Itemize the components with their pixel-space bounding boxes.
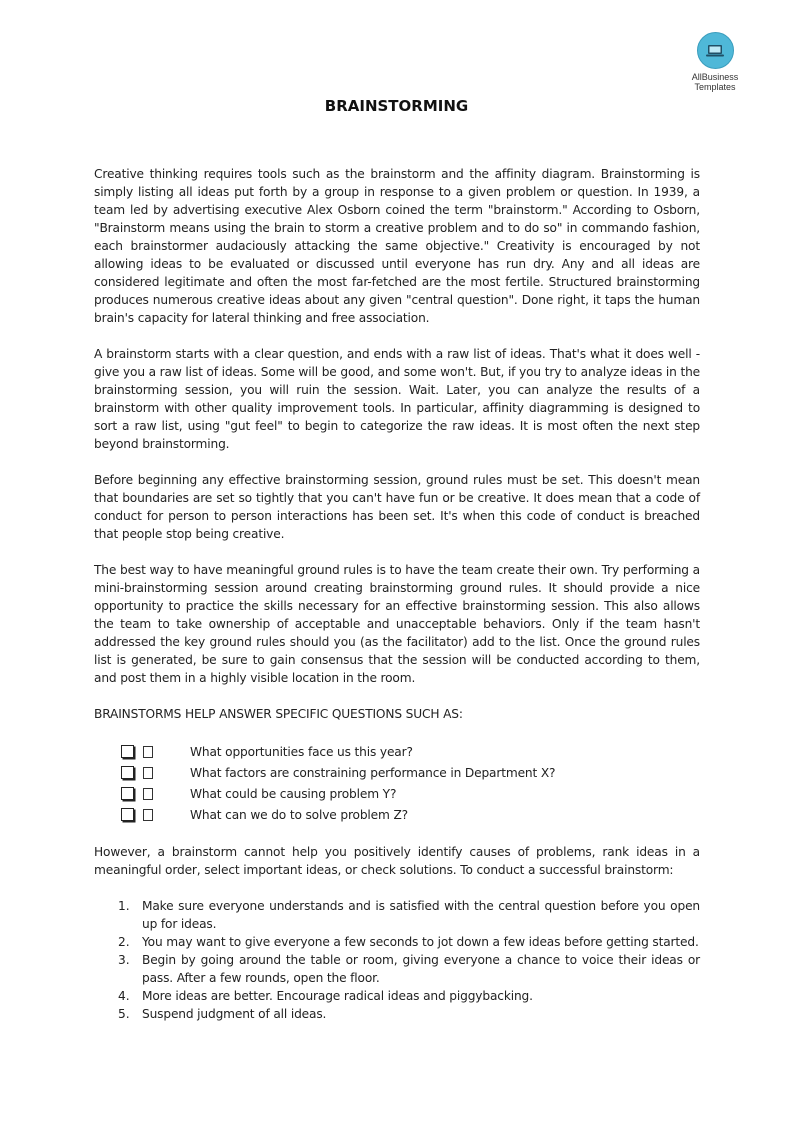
allbusiness-logo xyxy=(680,32,750,92)
question-text: What can we do to solve problem Z? xyxy=(190,807,408,822)
checkbox-icon xyxy=(121,808,134,821)
laptop-icon xyxy=(697,32,734,69)
question-text: What opportunities face us this year? xyxy=(190,744,413,759)
paragraph-3: Before beginning any effective brainstorming session, ground rules must be set. This doesn't mean that boundaries are set so tightly that you can't have fun or be creative. It does mean that a code of conduct for person to person interactions has been set. It's when this code of conduct is breached that people stop being creative. xyxy=(94,473,700,541)
list-item xyxy=(94,762,700,783)
document-body xyxy=(94,165,700,1023)
step-text: You may want to give everyone a few seconds to jot down a few ideas before getting started. xyxy=(142,935,699,949)
missing-glyph-icon xyxy=(143,767,153,779)
step-number: 4. xyxy=(118,989,130,1003)
question-text: What could be causing problem Y? xyxy=(190,786,397,801)
list-item xyxy=(94,1005,700,1023)
step-number: 2. xyxy=(118,935,130,949)
question-text: What factors are constraining performance in Department X? xyxy=(190,765,556,780)
step-text: Make sure everyone understands and is satisfied with the central question before you open up for ideas. xyxy=(142,899,700,931)
list-item xyxy=(94,951,700,987)
logo-line-1: AllBusiness xyxy=(691,72,739,82)
questions-list xyxy=(94,741,700,825)
checkbox-icon xyxy=(121,787,134,800)
checkbox-icon xyxy=(121,766,134,779)
logo-line-2: Templates xyxy=(694,82,736,92)
questions-heading: BRAINSTORMS HELP ANSWER SPECIFIC QUESTIONS SUCH AS: xyxy=(94,707,463,721)
list-item xyxy=(94,741,700,762)
missing-glyph-icon xyxy=(143,788,153,800)
list-item xyxy=(94,987,700,1005)
list-item xyxy=(94,897,700,933)
step-text: Begin by going around the table or room, giving everyone a chance to voice their ideas or pass. After a few rounds, open the floor. xyxy=(142,953,700,985)
step-number: 1. xyxy=(118,899,130,913)
steps-list xyxy=(94,897,700,1023)
checkbox-icon xyxy=(121,745,134,758)
step-text: More ideas are better. Encourage radical ideas and piggybacking. xyxy=(142,989,533,1003)
list-item xyxy=(94,933,700,951)
list-item xyxy=(94,804,700,825)
step-text: Suspend judgment of all ideas. xyxy=(142,1007,327,1021)
closing-paragraph: However, a brainstorm cannot help you positively identify causes of problems, rank ideas in a meaningful order, select important ideas, or check solutions. To conduct a successful brainstorm: xyxy=(94,845,700,877)
page-title: BRAINSTORMING xyxy=(324,97,469,115)
logo-text xyxy=(692,72,739,92)
missing-glyph-icon xyxy=(143,809,153,821)
step-number: 5. xyxy=(118,1007,130,1021)
paragraph-1: Creative thinking requires tools such as the brainstorm and the affinity diagram. Brainstorming is simply listing all ideas put forth by a group in response to a given problem or question. In 1939, a team led by advertising executive Alex Osborn coined the term "brainstorm." According to Osborn, "Brainstorm means using the brain to storm a creative problem and to do so" in commando fashion, each brainstormer audaciously attacking the same objective." Creativity is encouraged by not allowing ideas to be evaluated or discussed until everyone has run dry. Any and all ideas are considered legitimate and often the most far-fetched are the most fertile. Structured brainstorming produces numerous creative ideas about any given "central question". Done right, it taps the human brain's capacity for lateral thinking and free association. xyxy=(94,167,700,325)
step-number: 3. xyxy=(118,953,130,967)
paragraph-4: The best way to have meaningful ground rules is to have the team create their own. Try performing a mini-brainstorming session around creating brainstorming ground rules. It should provide a nice opportunity to practice the skills necessary for an effective brainstorming session. This also allows the team to take ownership of acceptable and unacceptable behaviors. Only if the team hasn't addressed the key ground rules should you (as the facilitator) add to the list. Once the ground rules list is generated, be sure to gain consensus that the session will be conducted according to them, and post them in a highly visible location in the room. xyxy=(94,563,700,685)
list-item xyxy=(94,783,700,804)
missing-glyph-icon xyxy=(143,746,153,758)
paragraph-2: A brainstorm starts with a clear question, and ends with a raw list of ideas. That's what it does well - give you a raw list of ideas. Some will be good, and some won't. But, if you try to analyze ideas in the brainstorming session, you will ruin the session. Wait. Later, you can analyze the results of a brainstorm with other quality improvement tools. In particular, affinity diagramming is designed to sort a raw list, using "gut feel" to begin to categorize the raw ideas. It is most often the next step beyond brainstorming. xyxy=(94,347,700,451)
